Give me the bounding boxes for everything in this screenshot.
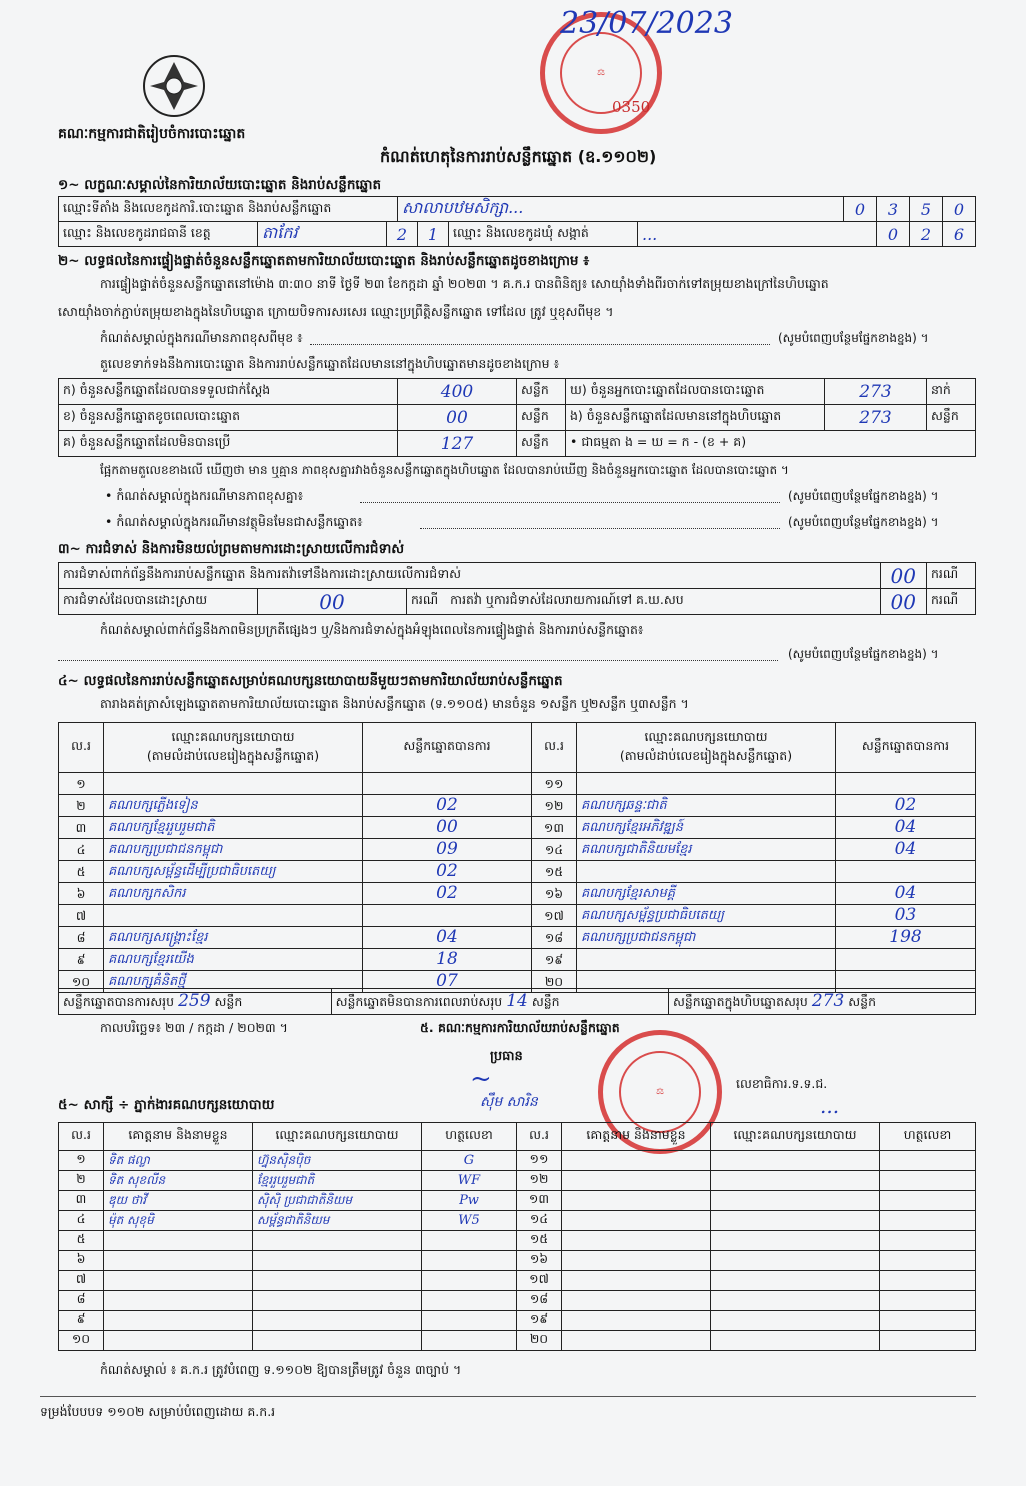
row-no: ១៧ bbox=[517, 1271, 562, 1291]
unit: សន្លឹក bbox=[531, 993, 560, 1009]
col-no: ល.រ bbox=[532, 723, 577, 773]
formula-note: • ជាធម្មតា ង = ឃ = ក - (ខ + គ) bbox=[566, 431, 976, 457]
row-no: ១៣ bbox=[532, 817, 577, 839]
witness-party bbox=[253, 1271, 422, 1291]
witness-name: ឌុយ ថាវី bbox=[104, 1191, 253, 1211]
party-votes: 18 bbox=[363, 949, 532, 971]
table-row bbox=[59, 1171, 976, 1191]
commune-value: ... bbox=[638, 222, 877, 247]
resolved-label: ការជំទាស់ដែលបានដោះស្រាយ bbox=[59, 589, 258, 615]
station-label: ឈ្មោះទីតាំង និងលេខកូដការិ.បោះឆ្នោត និងរាប់សន្លឹកឆ្នោត bbox=[59, 197, 398, 222]
objection-value: 00 bbox=[880, 563, 926, 589]
row-no: ១៩ bbox=[532, 949, 577, 971]
row-no: ៧ bbox=[59, 905, 104, 927]
total-box-cell bbox=[668, 989, 975, 1015]
note-line bbox=[310, 344, 770, 345]
section5-heading: ៥~ សាក្សី ÷ ភ្នាក់ងារគណបក្សនយោបាយ bbox=[58, 1097, 275, 1113]
party-name bbox=[104, 773, 363, 795]
witness-party bbox=[711, 1291, 880, 1311]
province-code-digit: 2 bbox=[387, 222, 418, 247]
table-row bbox=[59, 1151, 976, 1171]
row-no: ១១ bbox=[517, 1151, 562, 1171]
witness-name bbox=[104, 1271, 253, 1291]
row-no: ១ bbox=[59, 1151, 104, 1171]
row-no: ១៨ bbox=[517, 1291, 562, 1311]
ballots-unused-value: 127 bbox=[398, 431, 517, 457]
col-votes: សន្លឹកឆ្នោតបានការ bbox=[363, 723, 532, 773]
witness-name bbox=[562, 1271, 711, 1291]
table-row bbox=[59, 883, 976, 905]
witness-table bbox=[58, 1122, 976, 1351]
total-invalid-value: 14 bbox=[506, 990, 528, 1011]
witness-signature bbox=[880, 1251, 976, 1271]
fill-hint: (សូមបំពេញបន្ថែមផ្នែកខាងខ្នង) ។ bbox=[788, 647, 939, 661]
total-box-label: សន្លឹកឆ្នោតក្នុងហិបឆ្នោតសរុប bbox=[672, 993, 808, 1009]
witness-party bbox=[711, 1311, 880, 1331]
witness-party bbox=[711, 1331, 880, 1351]
row-no: ១៨ bbox=[532, 927, 577, 949]
org-name: គណៈកម្មការជាតិរៀបចំការបោះឆ្នោត bbox=[58, 126, 246, 142]
row-no: ១២ bbox=[517, 1171, 562, 1191]
table-row bbox=[59, 839, 976, 861]
row-no: ៥ bbox=[59, 861, 104, 883]
unit: សន្លឹក bbox=[517, 431, 566, 457]
section2-para1: ការផ្ទៀងផ្ទាត់ចំនួនសន្លឹកឆ្នោតនៅម៉ោង ៣:៣០ នាទី ថ្ងៃទី ២៣ ខែកក្កដា ឆ្នាំ ២០២៣ ។ គ.ក.រ បានពិនិត្យ៖ សោយ៉ាំងទាំងពីរចាក់ទៅតម្រុយខាងក្រៅនៃហិបឆ្នោត bbox=[100, 276, 829, 291]
party-name: គណបក្សប្រជាជនកម្ពុជា bbox=[104, 839, 363, 861]
results-table bbox=[58, 722, 976, 993]
section2-para3: តួលេខទាក់ទងនឹងការបោះឆ្នោត និងការរាប់សន្លឹកឆ្នោតដែលមាននៅក្នុងហិបឆ្នោតមានដូចខាងក្រោម ៖ bbox=[100, 356, 560, 371]
witness-party bbox=[253, 1291, 422, 1311]
table-row bbox=[59, 795, 976, 817]
party-name bbox=[104, 905, 363, 927]
row-no: ១៥ bbox=[532, 861, 577, 883]
party-votes: 00 bbox=[363, 817, 532, 839]
witness-party bbox=[711, 1191, 880, 1211]
witness-party bbox=[711, 1151, 880, 1171]
party-votes: 04 bbox=[836, 839, 976, 861]
party-votes: 04 bbox=[836, 883, 976, 905]
unit: នាក់ bbox=[927, 379, 976, 405]
note-line bbox=[360, 502, 780, 503]
witness-name: ទិត ផល្លា bbox=[104, 1151, 253, 1171]
total-invalid-cell bbox=[331, 989, 668, 1015]
witness-name bbox=[104, 1311, 253, 1331]
party-name: គណបក្សជាតិនិយមខ្មែរ bbox=[577, 839, 836, 861]
witness-name: ទិត សុខលីន bbox=[104, 1171, 253, 1191]
station-code-digit: 3 bbox=[877, 197, 910, 222]
note-line bbox=[420, 528, 780, 529]
col-no: ល.រ bbox=[59, 1123, 104, 1151]
col-party-title: ឈ្មោះគណបក្សនយោបាយ bbox=[644, 728, 768, 744]
witness-party bbox=[711, 1231, 880, 1251]
ballots-in-box-value: 273 bbox=[825, 405, 927, 431]
row-no: ១៩ bbox=[517, 1311, 562, 1331]
witness-signature bbox=[880, 1151, 976, 1171]
stamp-number: 0350 bbox=[612, 98, 651, 116]
ballots-in-box-label: ង) ចំនួនសន្លឹកឆ្នោតដែលមាននៅក្នុងហិបឆ្នោត bbox=[566, 405, 825, 431]
witness-signature bbox=[880, 1211, 976, 1231]
row-no: ២ bbox=[59, 1171, 104, 1191]
total-valid-value: 259 bbox=[178, 990, 211, 1011]
unit: សន្លឹក bbox=[517, 379, 566, 405]
section2-note-label: កំណត់សម្គាល់ក្នុងករណីមានភាពខុសពីមុខ ៖ bbox=[100, 330, 303, 345]
commune-code-digit: 2 bbox=[910, 222, 943, 247]
witness-signature bbox=[422, 1231, 517, 1251]
row-no: ១៦ bbox=[532, 883, 577, 905]
witness-party bbox=[711, 1171, 880, 1191]
party-votes bbox=[836, 773, 976, 795]
party-votes: 04 bbox=[836, 817, 976, 839]
party-name bbox=[577, 773, 836, 795]
col-no: ល.រ bbox=[517, 1123, 562, 1151]
witness-party bbox=[253, 1331, 422, 1351]
row-no: ៧ bbox=[59, 1271, 104, 1291]
party-name: គណបក្សគំនិតថ្មី bbox=[104, 971, 363, 993]
party-votes: 02 bbox=[363, 795, 532, 817]
witness-signature: W5 bbox=[422, 1211, 517, 1231]
row-no: ៤ bbox=[59, 839, 104, 861]
col-name: គោត្តនាម និងនាមខ្លួន bbox=[562, 1123, 711, 1151]
witness-name bbox=[104, 1251, 253, 1271]
witness-name bbox=[562, 1231, 711, 1251]
ballots-spoiled-value: 00 bbox=[398, 405, 517, 431]
compare-statement: ផ្អែកតាមតួលេខខាងលើ ឃើញថា មាន ឬគ្មាន ភាពខុសគ្នារវាងចំនួនសន្លឹកឆ្នោតក្នុងហិបឆ្នោត ដែលបានរាប់ឃើញ និងចំនួនអ្នកបោះឆ្នោត ដែលបានបោះឆ្នោត ។ bbox=[100, 463, 789, 477]
section3-note: កំណត់សម្គាល់ពាក់ព័ន្ធនឹងភាពមិនប្រក្រតីផ្សេងៗ ឬ/និងការជំទាស់ក្នុងអំឡុងពេលនៃការផ្ទៀងផ្ទាត់ និងការរាប់សន្លឹកឆ្នោត៖ bbox=[100, 622, 644, 637]
total-valid-cell bbox=[59, 989, 332, 1015]
total-valid-label: សន្លឹកឆ្នោតបានការសរុប bbox=[63, 993, 175, 1009]
col-votes: សន្លឹកឆ្នោតបានការ bbox=[836, 723, 976, 773]
ballots-received-value: 400 bbox=[398, 379, 517, 405]
table-row bbox=[59, 1231, 976, 1251]
witness-name bbox=[562, 1191, 711, 1211]
footnote: កំណត់សម្គាល់ ៖ គ.ក.រ ត្រូវបំពេញ ទ.១១០២ ឱ្យបានត្រឹមត្រូវ ចំនួន ៣ច្បាប់ ។ bbox=[100, 1362, 462, 1377]
col-sign: ហត្ថលេខា bbox=[880, 1123, 976, 1151]
witness-signature bbox=[880, 1191, 976, 1211]
table-row bbox=[59, 949, 976, 971]
section2-heading: ២~ លទ្ធផលនៃការផ្ទៀងផ្ទាត់ចំនួនសន្លឹកឆ្នោតតាមការិយាល័យបោះឆ្នោត និងរាប់សន្លឹកឆ្នោតដូចខាងក្រោម ៖ bbox=[58, 253, 590, 269]
page-title: កំណត់ហេតុនៃការរាប់សន្លឹកឆ្នោត (ឧ.១១០២) bbox=[380, 147, 657, 166]
party-votes: 02 bbox=[836, 795, 976, 817]
witness-name: ម៉ុត សុខុមិ bbox=[104, 1211, 253, 1231]
ballots-unused-label: គ) ចំនួនសន្លឹកឆ្នោតដែលមិនបានប្រើ bbox=[59, 431, 398, 457]
total-invalid-label: សន្លឹកឆ្នោតមិនបានការពេលរាប់សរុប bbox=[335, 993, 503, 1009]
party-votes bbox=[836, 861, 976, 883]
witness-party bbox=[711, 1251, 880, 1271]
row-no: ៣ bbox=[59, 817, 104, 839]
table-row bbox=[59, 905, 976, 927]
commune-code-digit: 0 bbox=[877, 222, 910, 247]
witness-name bbox=[104, 1291, 253, 1311]
objections-table bbox=[58, 562, 976, 615]
party-name: គណបក្សខ្មែរសាមគ្គី bbox=[577, 883, 836, 905]
secretary-signature: ... bbox=[820, 1094, 840, 1118]
party-votes: 03 bbox=[836, 905, 976, 927]
col-sign: ហត្ថលេខា bbox=[422, 1123, 517, 1151]
chair-signature: ~ bbox=[470, 1064, 492, 1094]
witness-signature bbox=[880, 1311, 976, 1331]
witness-signature bbox=[880, 1231, 976, 1251]
note-line bbox=[58, 660, 778, 661]
referred-text: ការតវ៉ា ឬការជំទាស់ដែលរាយការណ៍ទៅ គ.ឃ.សប bbox=[450, 592, 684, 607]
row-no: ៤ bbox=[59, 1211, 104, 1231]
witness-party: ស៊ិស៊ិ ប្រជាជាតិនិយម bbox=[253, 1191, 422, 1211]
section1-heading: ១~ លក្ខណៈសម្គាល់នៃការិយាល័យបោះឆ្នោត និងរាប់សន្លឹកឆ្នោត bbox=[58, 177, 382, 193]
commune-code-digit: 6 bbox=[943, 222, 976, 247]
row-no: ៦ bbox=[59, 1251, 104, 1271]
witness-party bbox=[253, 1311, 422, 1331]
witness-party: ខ្មែររួបរួមជាតិ bbox=[253, 1171, 422, 1191]
col-party-sub: (តាមលំដាប់លេខរៀងក្នុងសន្លឹកឆ្នោត) bbox=[146, 747, 320, 763]
bullet-foreign-object-label: • កំណត់សម្គាល់ក្នុងករណីមានវត្ថុមិនមែនជាសន្លឹកឆ្នោត៖ bbox=[105, 514, 363, 529]
col-party-title: ឈ្មោះគណបក្សនយោបាយ bbox=[171, 728, 295, 744]
table-row bbox=[59, 1331, 976, 1351]
witness-signature bbox=[422, 1311, 517, 1331]
row-no: ១៥ bbox=[517, 1231, 562, 1251]
row-no: ១៤ bbox=[532, 839, 577, 861]
col-name: គោត្តនាម និងនាមខ្លួន bbox=[104, 1123, 253, 1151]
col-no: ល.រ bbox=[59, 723, 104, 773]
table-row bbox=[59, 1251, 976, 1271]
witness-name bbox=[562, 1171, 711, 1191]
witness-name bbox=[562, 1291, 711, 1311]
row-no: ១ bbox=[59, 773, 104, 795]
total-box-value: 273 bbox=[811, 990, 845, 1011]
witness-signature: Pw bbox=[422, 1191, 517, 1211]
party-name: គណបក្សឆន្ទៈជាតិ bbox=[577, 795, 836, 817]
row-no: ៦ bbox=[59, 883, 104, 905]
footer-form-label: ទម្រង់បែបបទ ១១០២ សម្រាប់បំពេញដោយ គ.ក.រ bbox=[40, 1404, 276, 1419]
province-label: ឈ្មោះ និងលេខកូដរាជធានី ខេត្ត bbox=[59, 222, 258, 247]
unit: ករណី bbox=[411, 592, 439, 607]
referred-value: 00 bbox=[880, 589, 926, 615]
party-name bbox=[577, 949, 836, 971]
party-votes bbox=[363, 905, 532, 927]
witness-signature bbox=[880, 1331, 976, 1351]
witness-signature bbox=[880, 1271, 976, 1291]
unit: សន្លឹក bbox=[214, 993, 243, 1009]
row-no: ១០ bbox=[59, 971, 104, 993]
party-name: គណបក្សខ្មែរអភិវឌ្ឍន៍ bbox=[577, 817, 836, 839]
party-name: គណបក្សកសិករ bbox=[104, 883, 363, 905]
section4-subtext: តារាងគត់ត្រាសំឡេងឆ្នោតតាមការិយាល័យបោះឆ្នោត និងរាប់សន្លឹកឆ្នោត (ទ.១១០៥) មានចំនួន ១សន្លឹក ឬ២សន្លឹក ឬ៣សន្លឹក ។ bbox=[100, 696, 689, 711]
row-no: ២ bbox=[59, 795, 104, 817]
witness-signature bbox=[422, 1251, 517, 1271]
unit: សន្លឹក bbox=[517, 405, 566, 431]
witness-party bbox=[711, 1271, 880, 1291]
unit: សន្លឹក bbox=[927, 405, 976, 431]
party-votes bbox=[836, 949, 976, 971]
witness-party bbox=[253, 1251, 422, 1271]
row-no: ១៣ bbox=[517, 1191, 562, 1211]
referred-label bbox=[407, 589, 881, 615]
station-code-digit: 0 bbox=[844, 197, 877, 222]
date-line: កាលបរិច្ឆេទ៖ ២៣ / កក្កដា / ២០២៣ ។ bbox=[100, 1020, 288, 1035]
col-party: ឈ្មោះគណបក្សនយោបាយ bbox=[253, 1123, 422, 1151]
witness-name bbox=[562, 1151, 711, 1171]
ballots-received-label: ក) ចំនួនសន្លឹកឆ្នោតដែលបានទទួលជាក់ស្តែង bbox=[59, 379, 398, 405]
row-no: ៣ bbox=[59, 1191, 104, 1211]
totals-table bbox=[58, 988, 976, 1015]
witness-name bbox=[562, 1331, 711, 1351]
footer-divider bbox=[40, 1396, 976, 1397]
party-name: គណបក្សភ្លើងទៀន bbox=[104, 795, 363, 817]
row-no: ៩ bbox=[59, 1311, 104, 1331]
table-row bbox=[59, 861, 976, 883]
location-table bbox=[58, 221, 976, 247]
chair-name: ស៊ឹម សារិន bbox=[480, 1094, 538, 1110]
witness-signature: G bbox=[422, 1151, 517, 1171]
witness-name bbox=[562, 1311, 711, 1331]
unit: សន្លឹក bbox=[848, 993, 877, 1009]
witness-signature bbox=[422, 1271, 517, 1291]
secretary-label: លេខាធិការ.ទ.ទ.ជ. bbox=[736, 1076, 828, 1091]
row-no: ១៦ bbox=[517, 1251, 562, 1271]
table-row bbox=[59, 1291, 976, 1311]
col-party bbox=[104, 723, 363, 773]
witness-signature bbox=[422, 1291, 517, 1311]
party-votes bbox=[363, 773, 532, 795]
row-no: ៥ bbox=[59, 1231, 104, 1251]
table-row bbox=[59, 927, 976, 949]
committee-label: ៥. គណៈកម្មការការិយាល័យរាប់សន្លឹកឆ្នោត bbox=[420, 1020, 620, 1035]
witness-name bbox=[562, 1251, 711, 1271]
party-votes: 198 bbox=[836, 927, 976, 949]
stamp-emblem-icon: ⚖ bbox=[560, 32, 642, 114]
col-party: ឈ្មោះគណបក្សនយោបាយ bbox=[711, 1123, 880, 1151]
party-name: គណបក្សខ្មែរយើង bbox=[104, 949, 363, 971]
ballots-spoiled-label: ខ) ចំនួនសន្លឹកឆ្នោតខូចពេលបោះឆ្នោត bbox=[59, 405, 398, 431]
commune-label: ឈ្មោះ និងលេខកូដឃុំ សង្កាត់ bbox=[449, 222, 638, 247]
witness-name bbox=[562, 1211, 711, 1231]
bullet-diff-label: • កំណត់សម្គាល់ក្នុងករណីមានភាពខុសគ្នា៖ bbox=[105, 488, 304, 503]
party-votes: 07 bbox=[363, 971, 532, 993]
voters-voted-label: ឃ) ចំនួនអ្នកបោះឆ្នោតដែលបានបោះឆ្នោត bbox=[566, 379, 825, 405]
table-row bbox=[59, 1191, 976, 1211]
col-party-sub: (តាមលំដាប់លេខរៀងក្នុងសន្លឹកឆ្នោត) bbox=[619, 747, 793, 763]
row-no: ៨ bbox=[59, 1291, 104, 1311]
province-value: តាកែវ bbox=[258, 222, 387, 247]
station-value: សាលាបឋមសិក្សា... bbox=[398, 197, 844, 222]
party-name: គណបក្សខ្មែររួបរួមជាតិ bbox=[104, 817, 363, 839]
election-commission-logo-icon bbox=[140, 52, 208, 120]
row-no: ៩ bbox=[59, 949, 104, 971]
table-row bbox=[59, 1271, 976, 1291]
section2-para2: សោយ៉ាំងចាក់ភ្ជាប់តម្រុយខាងក្នុងនៃហិបឆ្នោត ក្រោយបិទការសរសេរ ឈ្មោះប្រព្រឹត្តិសន្លឹកឆ្នោត ទៅដែល ត្រូវ ឬខុសពីមុខ ។ bbox=[58, 304, 614, 319]
objection-label: ការជំទាស់ពាក់ព័ន្ធនឹងការរាប់សន្លឹកឆ្នោត និងការតវ៉ាទៅនឹងការដោះស្រាយលើការជំទាស់ bbox=[59, 563, 881, 589]
party-votes: 02 bbox=[363, 861, 532, 883]
station-code-digit: 5 bbox=[910, 197, 943, 222]
witness-party: សម្ព័ន្ធជាតិនិយម bbox=[253, 1211, 422, 1231]
witness-party bbox=[253, 1231, 422, 1251]
fill-hint: (សូមបំពេញបន្ថែមផ្នែកខាងខ្នង) ។ bbox=[778, 331, 929, 345]
station-info-table bbox=[58, 196, 976, 222]
party-name: គណបក្សសម្ព័ន្ធប្រជាធិបតេយ្យ bbox=[577, 905, 836, 927]
party-votes: 04 bbox=[363, 927, 532, 949]
row-no: ១៧ bbox=[532, 905, 577, 927]
table-row bbox=[59, 773, 976, 795]
witness-signature: WF bbox=[422, 1171, 517, 1191]
row-no: ២០ bbox=[517, 1331, 562, 1351]
section3-heading: ៣~ ការជំទាស់ និងការមិនយល់ព្រមតាមការដោះស្រាយលើការជំទាស់ bbox=[58, 541, 405, 557]
witness-party: ហ្វ៊ុនស៊ិនប៉ិច bbox=[253, 1151, 422, 1171]
province-code-digit: 1 bbox=[418, 222, 449, 247]
resolved-value: 00 bbox=[258, 589, 407, 615]
witness-party bbox=[711, 1211, 880, 1231]
party-name: គណបក្សសង្គ្រោះខ្មែរ bbox=[104, 927, 363, 949]
station-code-digit: 0 bbox=[943, 197, 976, 222]
unit: ករណី bbox=[927, 589, 976, 615]
witness-signature bbox=[422, 1331, 517, 1351]
table-row bbox=[59, 817, 976, 839]
ballot-count-table bbox=[58, 378, 976, 457]
party-name bbox=[577, 861, 836, 883]
witness-name bbox=[104, 1231, 253, 1251]
witness-signature bbox=[880, 1291, 976, 1311]
party-votes: 02 bbox=[363, 883, 532, 905]
party-votes: 09 bbox=[363, 839, 532, 861]
row-no: ១២ bbox=[532, 795, 577, 817]
fill-hint: (សូមបំពេញបន្ថែមផ្នែកខាងខ្នង) ។ bbox=[788, 515, 939, 529]
row-no: ១១ bbox=[532, 773, 577, 795]
table-row bbox=[59, 1211, 976, 1231]
fill-hint: (សូមបំពេញបន្ថែមផ្នែកខាងខ្នង) ។ bbox=[788, 489, 939, 503]
table-row bbox=[59, 1311, 976, 1331]
witness-signature bbox=[880, 1171, 976, 1191]
party-name: គណបក្សប្រជាជនកម្ពុជា bbox=[577, 927, 836, 949]
party-name: គណបក្សសម្ព័ន្ធដើម្បីប្រជាធិបតេយ្យ bbox=[104, 861, 363, 883]
row-no: ២០ bbox=[532, 971, 577, 993]
unit: ករណី bbox=[927, 563, 976, 589]
row-no: ៨ bbox=[59, 927, 104, 949]
row-no: ១៤ bbox=[517, 1211, 562, 1231]
handwritten-date: 23/07/2023 bbox=[560, 6, 733, 41]
chair-label: ប្រធាន bbox=[490, 1049, 523, 1064]
stamp-emblem-icon: ⚖ bbox=[619, 1051, 701, 1133]
witness-name bbox=[104, 1331, 253, 1351]
section4-heading: ៤~ លទ្ធផលនៃការរាប់សន្លឹកឆ្នោតសម្រាប់គណបក្សនយោបាយនីមួយៗតាមការិយាល័យរាប់សន្លឹកឆ្នោត bbox=[58, 673, 563, 689]
voters-voted-value: 273 bbox=[825, 379, 927, 405]
row-no: ១០ bbox=[59, 1331, 104, 1351]
col-party bbox=[577, 723, 836, 773]
